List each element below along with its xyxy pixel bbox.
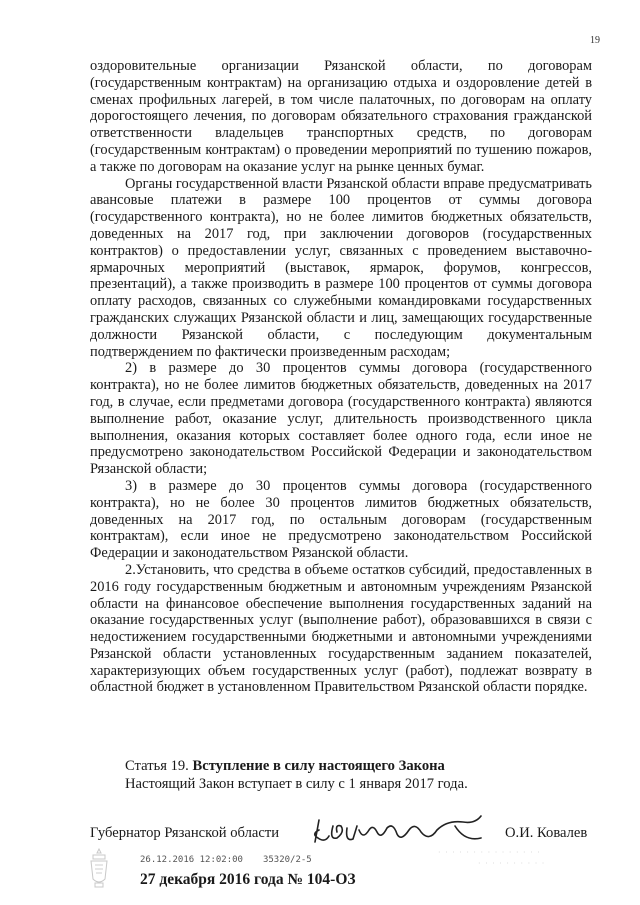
coat-of-arms-emblem bbox=[85, 847, 113, 889]
article-19 bbox=[125, 757, 585, 793]
article-heading bbox=[125, 757, 585, 775]
law-date-number: 27 декабря 2016 года № 104-ОЗ bbox=[140, 871, 356, 888]
registration-info bbox=[140, 855, 332, 865]
paragraph-2: Органы государственной власти Рязанской области вправе предусматривать авансовые платежи в размере 100 процентов от суммы договора (государственного контракта), но не более лимитов бюджетных обязательств, доведенных на 2017 год, при заключении договоров (государственных контрактов) о предоставлении услуг, связанных с проведением выставочно-ярмарочных мероприятий (выставок, ярмарок, форумов, конгрессов, презентаций), а также производить в размере 100 процентов от суммы договора оплату расходов, связанных со служебными командировками государственных гражданских служащих Рязанской области и лиц, замещающих государственные должности Рязанской области, с последующим документальным подтверждением по фактически произведенным расходам; bbox=[90, 175, 592, 360]
page-number: 19 bbox=[590, 35, 600, 46]
article-text: Настоящий Закон вступает в силу с 1 января 2017 года. bbox=[125, 776, 468, 792]
paragraph-1: оздоровительные организации Рязанской области, по договорам (государственным контрактам) на организацию отдыха и оздоровление детей в сменах профильных лагерей, в том числе палаточных, по договорам на оплату дорогостоящего лечения, по договорам обязательного страхования гражданской ответственности владельцев транспортных средств, по договорам (государственным контрактам) о проведении мероприятий по тушению пожаров, а также по договорам на оказание услуг на рынке ценных бумаг. bbox=[90, 58, 592, 175]
body-text bbox=[90, 58, 592, 696]
governor-title: Губернатор Рязанской области bbox=[90, 825, 280, 841]
article-prefix: Статья 19. bbox=[125, 758, 193, 774]
paragraph-3: 2) в размере до 30 процентов суммы договора (государственного контракта), но не более лимитов бюджетных обязательств, доведенных на 2017 год, в случае, если предметами договора (государственного контракта) являются выполнение работ, оказание услуг, длительность производственного цикла выполнения, оказания которых составляет более одного года, если иное не предусмотрено законодательством Российской Федерации и законодательством Рязанской области; bbox=[90, 360, 592, 478]
paragraph-4: 3) в размере до 30 процентов суммы договора (государственного контракта), но не более 30 процентов лимитов бюджетных обязательств, доведенных на 2017 год, по остальным договорам (государственным контрактам), если иное не предусмотрено законодательством Российской Федерации и законодательством Рязанской области. bbox=[90, 477, 592, 562]
registration-code: 35320/2-5 bbox=[262, 855, 312, 865]
governor-name: О.И. Ковалев bbox=[505, 825, 588, 841]
article-title: Вступление в силу настоящего Закона bbox=[192, 758, 445, 774]
handwritten-signature bbox=[305, 812, 495, 852]
faded-stamp: · · · · · · · · · · · · · · · · · · · · · · · · · bbox=[438, 848, 546, 868]
signature-block bbox=[0, 815, 640, 905]
registration-timestamp: 26.12.2016 12:02:00 bbox=[140, 855, 243, 865]
paragraph-5: 2.Установить, что средства в объеме остатков субсидий, предоставленных в 2016 году государственным бюджетным и автономным учреждениям Рязанской области на финансовое обеспечение выполнения государственных заданий на оказание государственных услуг (выполнение работ), образовавшихся в связи с недостижением государственными бюджетными и автономными учреждениями Рязанской области установленных государственным заданием показателей, характеризующих объем государственных услуг (работ), подлежат возврату в областной бюджет в установленном Правительством Рязанской области порядке. bbox=[90, 561, 592, 696]
